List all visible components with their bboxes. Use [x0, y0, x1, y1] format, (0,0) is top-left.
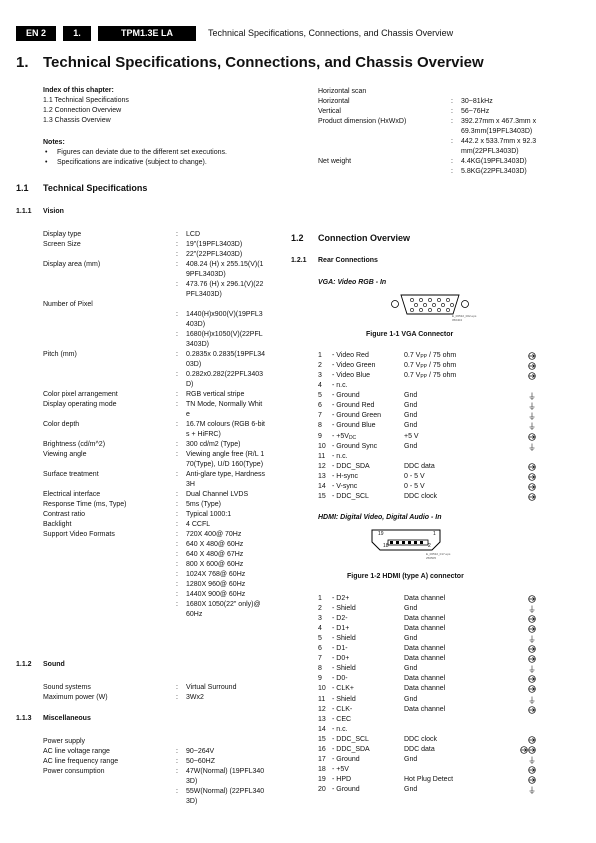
ground-icon	[528, 696, 536, 704]
spec-value: 4 CCFL	[186, 521, 211, 528]
spec-label: Horizontal	[318, 98, 350, 105]
signal-input-icon	[528, 473, 536, 481]
pin-number: 20	[318, 785, 326, 793]
pin-name: - Ground Red	[332, 402, 375, 410]
hdmi-figure-caption: Figure 1-2 HDMI (type A) connector	[347, 573, 464, 580]
spec-value: 55W(Normal) (22PFL3403D)	[186, 788, 265, 805]
pin-name: - Shield	[332, 605, 356, 613]
spec-colon: :	[176, 261, 178, 268]
pin-number: 7	[318, 412, 322, 420]
header-lang: EN 2	[16, 26, 56, 41]
spec-colon: :	[451, 138, 453, 145]
spec-colon: :	[176, 591, 178, 598]
pin-description: Data channel	[404, 615, 446, 623]
notes-block	[43, 138, 227, 168]
pin-description: Data channel	[404, 705, 446, 713]
spec-value: 0.2835x 0.2835(19PFL3403D)	[186, 351, 266, 368]
spec-colon: :	[176, 511, 178, 518]
spec-label: Sound systems	[43, 684, 91, 691]
spec-colon: :	[176, 401, 178, 408]
pin-name: - D1-	[332, 645, 348, 653]
pin-name: - Shield	[332, 665, 356, 673]
hdmi-heading: HDMI: Digital Video, Digital Audio - In	[318, 514, 442, 521]
subsection-heading: 1.2.1 Rear Connections	[291, 257, 378, 264]
page-title-num: 1.	[16, 54, 29, 71]
spec-colon: :	[451, 118, 453, 125]
spec-value: 90~264V	[186, 748, 215, 755]
subsection-heading: 1.1.1 Vision	[16, 208, 64, 215]
signal-input-icon	[528, 766, 536, 774]
pin-description: Data channel	[404, 595, 446, 602]
note-item: • Figures can deviate due to the different set executions.	[43, 148, 227, 158]
subsection-heading: 1.1.2 Sound	[16, 661, 65, 668]
spec-value: TN Mode, Normally White	[186, 401, 263, 418]
pin-description: Hot Plug Detect	[404, 775, 454, 783]
pin-name: - CLK-	[332, 705, 353, 713]
pin-number: 9	[318, 675, 322, 683]
spec-value: 1024X 768@ 60Hz	[186, 571, 246, 578]
spec-colon: :	[176, 331, 178, 338]
signal-input-icon	[528, 362, 536, 370]
spec-colon: :	[176, 551, 178, 558]
pin-name: - Ground	[332, 755, 360, 763]
pin-name: - n.c.	[332, 452, 348, 460]
signal-input-icon	[528, 615, 536, 623]
spec-value: Anti-glare type, Hardness 3H	[186, 471, 265, 488]
spec-colon: :	[176, 531, 178, 538]
pin-name: - Video Red	[332, 352, 369, 359]
spec-value: RGB vertical stripe	[186, 391, 245, 398]
spec-value: Typical 1000:1	[186, 511, 232, 518]
signal-input-icon	[528, 433, 536, 441]
spec-colon: :	[176, 748, 178, 755]
spec-colon: :	[176, 694, 178, 701]
pin-description: Gnd	[404, 412, 418, 420]
ground-icon	[528, 605, 536, 613]
pin-description: Data channel	[404, 625, 446, 633]
pin-name: - Ground	[332, 392, 360, 400]
pin-name: - Shield	[332, 635, 356, 643]
hdmi-figure-code: E_06532_017.eps 250505	[426, 552, 451, 560]
spec-value: 800 X 600@ 60Hz	[186, 561, 244, 568]
pin-number: 3	[318, 615, 322, 623]
spec-label: Number of Pixel	[43, 301, 93, 308]
spec-colon: :	[176, 371, 178, 378]
spec-value: 392.27mm x 467.3mm x 69.3mm(19PFL3403D)	[461, 118, 537, 135]
index-item: 1.2 Connection Overview	[43, 107, 122, 114]
spec-value: 5ms (Type)	[186, 501, 222, 508]
spec-colon: :	[176, 421, 178, 428]
spec-label: Display area (mm)	[43, 261, 101, 268]
pin-number: 5	[318, 392, 322, 400]
spec-label: Color pixel arrangement	[43, 391, 118, 398]
pin-description: Data channel	[404, 685, 446, 693]
pin-name: - Ground	[332, 785, 360, 793]
spec-value: 640 X 480@ 60Hz	[186, 541, 244, 548]
pin-description: Data channel	[404, 645, 446, 653]
spec-label: Power consumption	[43, 768, 105, 775]
index-heading: Index of this chapter:	[43, 87, 114, 94]
ground-icon	[528, 392, 536, 400]
pin-name: - CLK+	[332, 685, 354, 693]
signal-input-icon	[528, 706, 536, 714]
spec-label: Support Video Formats	[43, 531, 115, 538]
spec-colon: :	[176, 471, 178, 478]
pin-number: 10	[318, 685, 326, 693]
notes-heading: Notes:	[43, 139, 65, 146]
spec-colon: :	[176, 758, 178, 765]
spec-label: Display operating mode	[43, 401, 117, 408]
pin-name: - DDC_SCL	[332, 492, 369, 500]
signal-input-icon	[528, 625, 536, 633]
ground-icon	[528, 412, 536, 420]
pin-name: - D2+	[332, 595, 350, 602]
ground-icon	[528, 422, 536, 430]
pin-number: 16	[318, 745, 326, 753]
index-block	[43, 86, 129, 126]
signal-input-icon	[528, 685, 536, 693]
pin-description: DDC clock	[404, 492, 438, 500]
spec-colon: :	[451, 158, 453, 165]
pin-name: - D0+	[332, 655, 350, 663]
pin-description: +5 V	[404, 432, 419, 440]
signal-input-icon	[528, 352, 536, 360]
pin-name: - Ground Blue	[332, 422, 376, 430]
spec-label: Display type	[43, 231, 82, 238]
pin-number: 15	[318, 735, 326, 743]
hdmi-pin-label-2: 2	[428, 543, 431, 549]
pin-description: Gnd	[404, 422, 418, 430]
ground-icon	[528, 665, 536, 673]
pin-description: Gnd	[404, 635, 418, 643]
spec-label: Surface treatment	[43, 471, 99, 478]
spec-colon: :	[176, 581, 178, 588]
spec-label: AC line frequency range	[43, 758, 119, 765]
spec-label: Brightness (cd/m^2)	[43, 441, 106, 448]
spec-value: 1440(H)x900(V)(19PFL3403D)	[186, 311, 263, 328]
spec-value: 56~76Hz	[461, 108, 490, 115]
signal-input-icon	[528, 463, 536, 471]
signal-input-icon	[528, 372, 536, 380]
pin-name: - Shield	[332, 695, 356, 703]
spec-colon: :	[176, 231, 178, 238]
spec-value: 1680X 1050(22" only)@ 60Hz	[186, 601, 261, 618]
pin-name: - Video Green	[332, 362, 376, 370]
pin-number: 2	[318, 362, 322, 370]
pin-number: 4	[318, 382, 322, 390]
pin-number: 8	[318, 422, 322, 430]
pin-name: - V-sync	[332, 482, 358, 490]
pin-name: - D1+	[332, 625, 350, 633]
pin-description: Data channel	[404, 675, 446, 683]
spec-colon: :	[176, 441, 178, 448]
spec-value: 720X 400@ 70Hz	[186, 531, 242, 538]
spec-value: 640 X 480@ 67Hz	[186, 551, 244, 558]
spec-value: 16.7M colours (RGB 6-bits + HiFRC)	[186, 421, 265, 438]
pin-name: - H-sync	[332, 472, 359, 480]
pin-name: - DDC_SDA	[332, 462, 370, 470]
spec-label: AC line voltage range	[43, 748, 110, 755]
pin-number: 10	[318, 442, 326, 450]
index-item: 1.3 Chassis Overview	[43, 117, 111, 124]
signal-input-icon	[528, 645, 536, 653]
spec-colon: :	[176, 561, 178, 568]
pin-number: 14	[318, 482, 326, 490]
pin-number: 11	[318, 452, 326, 460]
pin-number: 1	[318, 595, 322, 602]
signal-input-icon	[528, 483, 536, 491]
signal-input-icon	[528, 655, 536, 663]
pin-description: Data channel	[404, 655, 446, 663]
pin-number: 1	[318, 352, 322, 359]
spec-value: 1440X 900@ 60Hz	[186, 591, 246, 598]
pin-number: 13	[318, 715, 326, 723]
spec-colon: :	[176, 241, 178, 248]
spec-label: Electrical interface	[43, 491, 101, 498]
pin-number: 14	[318, 725, 326, 733]
spec-colon: :	[176, 501, 178, 508]
spec-colon: :	[176, 541, 178, 548]
pin-name: - Video Blue	[332, 372, 371, 380]
pin-number: 3	[318, 372, 322, 380]
pin-description: Gnd	[404, 695, 418, 703]
pin-number: 6	[318, 645, 322, 653]
pin-description: DDC data	[404, 745, 435, 753]
spec-value: 1680(H)x1050(V)(22PFL3403D)	[186, 331, 263, 348]
spec-value: 0.282x0.282(22PFL3403D)	[186, 371, 264, 388]
spec-value: 19"(19PFL3403D)	[186, 241, 243, 248]
pin-number: 7	[318, 655, 322, 663]
spec-label: Backlight	[43, 521, 72, 528]
spec-label: Response Time (ms, Type)	[43, 501, 127, 508]
ground-icon	[528, 786, 536, 794]
pin-number: 5	[318, 635, 322, 643]
pin-name: - Ground Green	[332, 412, 382, 420]
pin-description: Gnd	[404, 665, 418, 673]
spec-colon: :	[176, 684, 178, 691]
ground-icon	[528, 635, 536, 643]
spec-value: 1280X 960@ 60Hz	[186, 581, 246, 588]
spec-value: 300 cd/m2 (Type)	[186, 441, 241, 448]
pin-description: 0 - 5 V	[404, 472, 425, 480]
section-heading: 1.1 Technical Specifications	[16, 183, 148, 193]
vga-figure-code: E_06532_002.eps 050404	[452, 314, 477, 322]
spec-value: Viewing angle free (R/L 170(Type), U/D 160(Type)	[186, 451, 265, 468]
ground-icon	[528, 443, 536, 451]
pin-name: - Ground Sync	[332, 442, 378, 450]
ground-icon	[528, 402, 536, 410]
spec-colon: :	[451, 108, 453, 115]
pin-name: - $+5V_{DC}$	[332, 432, 357, 441]
spec-value: Virtual Surround	[186, 684, 237, 691]
pin-description: Gnd	[404, 442, 418, 450]
pin-number: 13	[318, 472, 326, 480]
spec-label: Color depth	[43, 421, 80, 428]
spec-value: 30~81kHz	[461, 98, 493, 105]
pin-name: - n.c.	[332, 725, 348, 733]
pin-number: 6	[318, 402, 322, 410]
hdmi-pin-label-1: 1	[433, 531, 436, 537]
hdmi-pin-label-18: 18	[383, 543, 389, 549]
pin-description: 0.7 $V_{PP} / 75$ ohm	[404, 352, 457, 360]
pin-description: Gnd	[404, 755, 418, 763]
pin-number: 8	[318, 665, 322, 673]
signal-input-icon	[528, 595, 536, 603]
page-title-text: Technical Specifications, Connections, and Chassis Overview	[43, 54, 484, 71]
spec-value: 473.76 (H) x 296.1(V)(22PFL3403D)	[186, 281, 264, 298]
pin-description: Gnd	[404, 785, 418, 793]
spec-colon: :	[176, 491, 178, 498]
spec-colon: :	[176, 571, 178, 578]
spec-label: Horizontal scan	[318, 88, 367, 95]
pin-number: 11	[318, 695, 326, 703]
spec-label: Pitch (mm)	[43, 351, 77, 358]
signal-input-icon	[528, 776, 536, 784]
ground-icon	[528, 756, 536, 764]
pin-number: 19	[318, 775, 326, 783]
spec-label: Net weight	[318, 158, 352, 165]
spec-label: Power supply	[43, 738, 86, 745]
spec-colon: :	[176, 521, 178, 528]
spec-value: 5.8KG(22PFL3403D)	[461, 168, 527, 175]
subsection-heading: 1.1.3 Miscellaneous	[16, 715, 91, 722]
pin-name: - CEC	[332, 715, 352, 723]
spec-colon: :	[176, 251, 178, 258]
bidirectional-signal-icon	[520, 746, 536, 754]
pin-name: - HPD	[332, 775, 352, 783]
index-item: 1.1 Technical Specifications	[43, 97, 129, 104]
signal-input-icon	[528, 675, 536, 683]
pin-name: - n.c.	[332, 382, 348, 390]
section-heading: 1.2 Connection Overview	[291, 233, 411, 243]
spec-value: 442.2 x 533.7mm x 92.3mm(22PFL3403D)	[461, 138, 537, 155]
spec-label: Contrast ratio	[43, 511, 86, 518]
spec-label: Vertical	[318, 108, 341, 115]
spec-colon: :	[176, 601, 178, 608]
note-item: • Specifications are indicative (subject to change).	[43, 158, 227, 168]
pin-number: 18	[318, 765, 326, 773]
pin-number: 12	[318, 705, 326, 713]
pin-name: - D0-	[332, 675, 348, 683]
spec-colon: :	[176, 351, 178, 358]
signal-input-icon	[528, 493, 536, 501]
pin-description: 0.7 $V_{PP} / 75$ ohm	[404, 372, 457, 381]
header-model: TPM1.3E LA	[98, 26, 196, 41]
header-title: Technical Specifications, Connections, and Chassis Overview	[208, 28, 454, 38]
spec-colon: :	[176, 391, 178, 398]
pin-name: - +5V	[332, 765, 349, 773]
spec-colon: :	[176, 311, 178, 318]
spec-colon: :	[176, 768, 178, 775]
page-title	[16, 54, 484, 71]
spec-value: 47W(Normal) (19PFL3403D)	[186, 768, 265, 785]
spec-value: LCD	[186, 231, 201, 238]
signal-input-icon	[528, 736, 536, 744]
spec-label: Viewing angle	[43, 451, 87, 458]
spec-colon: :	[176, 281, 178, 288]
spec-value: 22"(22PFL3403D)	[186, 251, 243, 258]
pin-description: DDC data	[404, 462, 435, 470]
hdmi-pin-label-19: 19	[378, 531, 384, 537]
vga-heading: VGA: Video RGB - In	[318, 279, 387, 286]
spec-value: 3Wx2	[186, 694, 204, 701]
pin-description: 0 - 5 V	[404, 482, 425, 490]
pin-number: 15	[318, 492, 326, 500]
pin-description: Gnd	[404, 402, 418, 410]
pin-description: Gnd	[404, 605, 418, 613]
spec-value: Dual Channel LVDS	[186, 491, 249, 498]
pin-description: 0.7 $V_{PP} / 75$ ohm	[404, 362, 457, 371]
spec-value: 408.24 (H) x 255.15(V)(19PFL3403D)	[186, 261, 264, 278]
pin-name: - DDC_SCL	[332, 735, 369, 743]
spec-value: 50~60HZ	[186, 758, 215, 765]
header-chapter: 1.	[63, 26, 91, 41]
pin-name: - DDC_SDA	[332, 745, 370, 753]
spec-label: Screen Size	[43, 241, 81, 248]
spec-colon: :	[451, 168, 453, 175]
pin-number: 4	[318, 625, 322, 633]
pin-number: 9	[318, 432, 322, 440]
vga-figure-caption: Figure 1-1 VGA Connector	[366, 331, 454, 338]
pin-description: Gnd	[404, 392, 418, 400]
spec-colon: :	[176, 788, 178, 795]
pin-number: 2	[318, 605, 322, 613]
spec-colon: :	[176, 451, 178, 458]
pin-number: 17	[318, 755, 326, 763]
spec-colon: :	[451, 98, 453, 105]
spec-value: 4.4KG(19PFL3403D)	[461, 158, 527, 165]
spec-label: Product dimension (HxWxD)	[318, 118, 407, 125]
pin-number: 12	[318, 462, 326, 470]
pin-description: DDC clock	[404, 735, 438, 743]
spec-label: Maximum power (W)	[43, 694, 108, 701]
pin-name: - D2-	[332, 615, 348, 623]
